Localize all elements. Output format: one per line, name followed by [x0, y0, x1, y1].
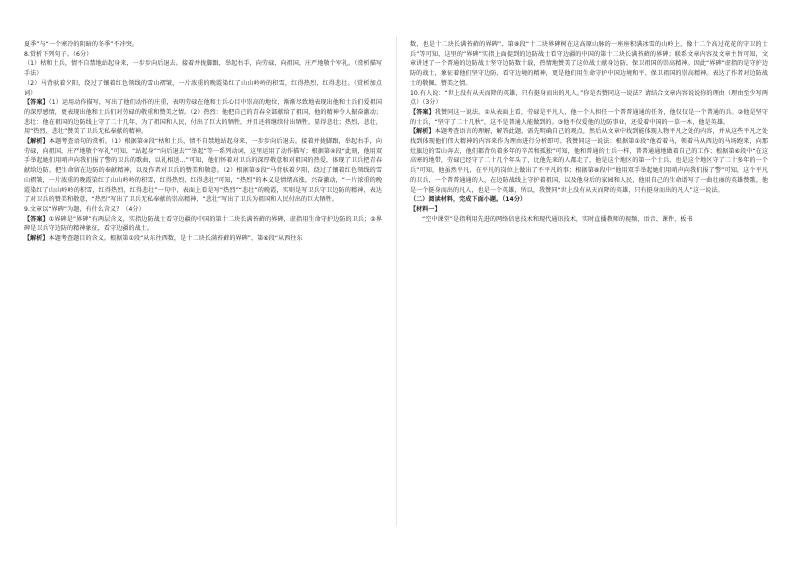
- section-title: （二）阅读材料，完成下面小题。（14分）: [410, 196, 527, 204]
- analysis-9: [24, 234, 382, 244]
- answer-label: 【答案】: [24, 215, 49, 223]
- question-8-title: 8.赏析下列句子。（6分）: [24, 50, 93, 58]
- answer-body: （1）运用动作描写，写出了他们动作的庄重，表明劳碌在他和士兵心目中崇高的地位，渐渐尽致地表现出他和士兵们爱祖国的深厚感情，更表现出他和士兵们对劳碌的敬重和赞美之情。（2）热烈：他把自己的青春全部献给了祖国，他的精神令人振奋激动；悲壮：他在祖国的边防线上守了二十几年，为了祖国和人民，付出了巨大的牺牲，并且还将继续付出牺牲，显得悲壮；热烈、悲壮，用“热烈、悲壮”赞美了卫兵无私奉献的精神。: [24, 99, 383, 136]
- analysis-label: 【解析】: [24, 138, 49, 146]
- analysis-body: 本题考查语言的理解，解答此题，需先明确自己的观点，然后从文章中找到能体现人物平凡之处的内容，并从这些平凡之处找到体现他们伟大精神的内容来作为理由进行分析即可。我赞同这一说法：根据第①段“他看着马，领着马从西边的马场跑来，向那灶旗边的雪山奔去，他们都背负着多年的辛苦和孤独”可知，他和普通的士兵一样，普普通通地做着自己的工作；根据第⑥段中“在这高寒的地带，劳碌已经守了二十几个年头了，比他先来的人都走了，他是这个地区的第一个士兵，也是这个地区守了二十多年的一个兵”可知，他虽然平凡，在平凡的岗位上做出了不平凡的事；根据第⑧段中“他用双手举起她们用哨声向我们报了警”可知，这个平凡的卫兵，一个普普通通的人，在边防战线上守护着祖国，以及他身后的家园和人民，他用自己的生命谱写了一曲壮丽的英雄赞歌。他是一个挺身而出的凡人，也是一个英雄，所以，我赞同“世上没有从天而降的英雄，只有挺身而出的凡人”这一说法。: [410, 128, 769, 194]
- material-text: “空中课堂”是指利用先进的网络信息技术和现代通讯技术，实时直播教师的视频、语音、课件、板书: [422, 215, 693, 223]
- answer-9: [24, 215, 382, 234]
- analysis-10: [410, 127, 768, 195]
- column-divider: [396, 36, 397, 526]
- question-8-item-1: （1）枯和土兵，情不自禁地站起身来，一步步向后退去。接着并拢脚跟，举起右手，向劳碌，向祖国，庄严地敬个军礼。（赏析描写手法）: [24, 60, 382, 78]
- answer-body: ①界碑是“界碑”有两层含义，实指边防战士看守边疆的中国的第十二块长满苔藓的界碑，虚指用生命守护边防的卫兵；②界碑是卫兵守边防的精神象征，看守边疆的战士。: [24, 215, 382, 233]
- answer-label: 【答案】: [410, 108, 435, 116]
- answer-10: [410, 108, 768, 127]
- answer-body: 我赞同这一说法。①从表面上看，劳碌是平凡人，他一个人担任一个普普通通的任务，他仅仅是一个普通的兵。②他是坚守的士兵，“坚守了二十几秋”，这不是普通人能做到的。③他不仅爱他的边防事业，还爱着中国的一草一木，他是英雄。: [410, 108, 768, 126]
- left-column: [24, 40, 382, 244]
- analysis-body: 本题考查语句的赏析。（1）根据第④段“枯和土兵，情不自禁地站起身来，一步步向后退去。接着并拢脚跟，举起右手，向劳碌，向祖国，庄严地敬个军礼”可知，“站起身”“向后退去”“举起”等一系列动词，这里运用了动作描写；根据第④段“此刻，他用双手举起她们用哨声向我们报了警的卫兵的歌曲，以礼相送…”可知，他们怀着对卫兵的深厚敬意和对祖国的热爱，体现了卫兵把青春献给边防、把生命留在边防的奉献精神，以及作者对卫兵的赞美和敬意。（2）根据第⑤段“马背驮着夕阳，绕过了镶着红色领线的雪山褶皱，一片浓重的晚霞染红了山山岭岭的积雪，红得热烈，红得悲壮”可知，“热烈”的本义是情绪高涨，兴奋激动，“一片浓重的晚霞染红了山山岭岭的积雪，红得热烈，红得悲壮”一句中，表面上看是写“热烈”“悲壮”的晚霞，实则是写卫兵守卫边防的精神，表达了对卫兵的赞美和敬意，“热烈”写出了卫兵无私奉献的崇高精神，“悲壮”写出了卫兵为祖国和人民付出的巨大牺牲。: [24, 138, 382, 204]
- question-8-item-2: （2）马背驮着夕阳，绕过了镶着红色领线的雪山褶皱，一片浓重的晚霞染红了山山岭岭的积雪，红得热烈，红得悲壮。（赏析加点词）: [24, 79, 382, 97]
- material-title: 【材料一】: [410, 205, 441, 213]
- text-line: 夏季”与“一个寒冷的阴暗的冬季”不冲突。: [24, 41, 139, 48]
- analysis-label: 【解析】: [410, 128, 435, 136]
- answer-8: [24, 98, 382, 137]
- analysis-body: 本题考查题目的含义。根据第①段“从东往西数，是十二块长满苔藓的界碑”、第⑥段“从西往东: [48, 235, 303, 243]
- answer-label: 【答案】: [24, 99, 49, 107]
- question-10-title: 10.有人说：“世上没有从天而降的英雄，只有挺身而出的凡人。”你是否赞同这一说法？请结合文章内容说说你的理由（理由至少写两点）（3分）: [410, 89, 768, 107]
- question-9-title: 9.文章以“界碑”为题，有什么含义？（4分）: [24, 205, 145, 213]
- text-paragraph: 数，也是十二块长满苔藓的界碑”、第⑧段“十二块界碑树在这高原山脉的一座座积满冰雪的山岭上，像十二个高过花花的守卫的士兵”等可知，这里的“界碑”实指上面提到的边防战士看守边疆的中国的第十二块长满苔藓的界碑；联系文章内容及文章主旨可知，文章讲述了一个普通的边防战士坚守边防数十载，热情地赞美了这位战士献身边防、保卫祖国的崇高精神。因此“界碑”虚指的是守护边防的战士，象征着他们坚守边防、看守边境的精神，更是他们用生命守护中国边境和平、保卫祖国的崇高精神。表达了作者对边防战士的敬佩、赞美之情。: [410, 41, 768, 87]
- analysis-label: 【解析】: [24, 235, 49, 243]
- analysis-8: [24, 137, 382, 205]
- right-column: [410, 40, 768, 224]
